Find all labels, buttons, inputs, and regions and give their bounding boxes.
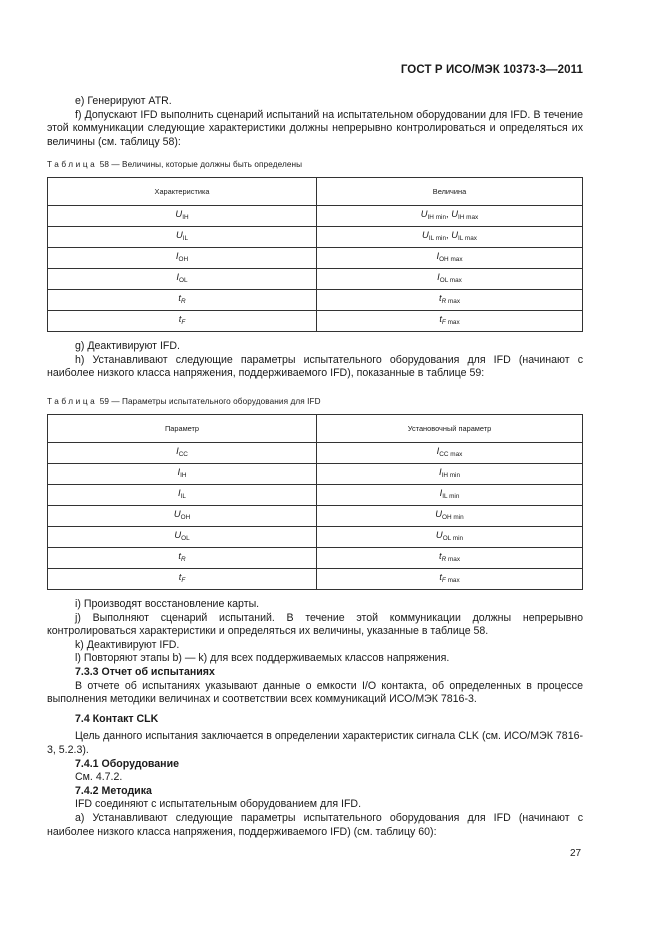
table-row <box>48 311 583 332</box>
report-paragraph: В отчете об испытаниях указывают данные о емкости I/O контакта, об определенных в процессе выполнения методики величинах и соответствии всех коммуникаций ИСО/МЭК 7816-3. <box>47 679 583 706</box>
table-cell: $t_F$ <box>48 311 317 332</box>
table58-header-row <box>48 178 583 206</box>
table58-caption <box>47 159 583 170</box>
table58 <box>47 177 583 332</box>
table-cell: $U_{OH min}$ <box>317 506 583 527</box>
step-g: g) Деактивируют IFD. <box>75 340 180 352</box>
table-cell: $I_{OH max}$ <box>317 248 583 269</box>
step-k: k) Деактивируют IFD. <box>75 638 180 651</box>
table-cell: $U_{IH min}$, $U_{IH max}$ <box>317 206 583 227</box>
table59-caption-prefix: Таблица <box>47 397 98 406</box>
table-cell: $I_{CC}$ <box>48 443 317 464</box>
table-cell: $t_F$ $_{max}$ <box>317 569 583 590</box>
table59-header-parameter: Параметр <box>48 415 317 443</box>
block-intro <box>47 95 583 149</box>
table-cell: $U_{OL}$ <box>48 527 317 548</box>
table-row <box>48 464 583 485</box>
table-cell: $t_F$ <box>48 569 317 590</box>
table-cell: $t_F$ $_{max}$ <box>317 311 583 332</box>
table59-header-setting: Установочный параметр <box>317 415 583 443</box>
table59-caption-text: 59 — Параметры испытательного оборудования для IFD <box>99 397 321 406</box>
table-cell: $I_{IL}$ <box>48 485 317 506</box>
table-row <box>48 506 583 527</box>
step-l: l) Повторяют этапы b) — k) для всех поддерживаемых классов напряжения. <box>75 652 450 665</box>
block-middle <box>47 340 583 381</box>
table-cell: $t_R$ <box>48 290 317 311</box>
table59 <box>47 414 583 590</box>
section-7-4-heading: 7.4 Контакт CLK <box>75 712 159 725</box>
table-cell: $U_{OH}$ <box>48 506 317 527</box>
table58-wrapper <box>47 177 583 332</box>
table-row <box>48 248 583 269</box>
table-cell: $I_{OH}$ <box>48 248 317 269</box>
table-row <box>48 269 583 290</box>
table59-wrapper <box>47 414 583 590</box>
table-row <box>48 548 583 569</box>
see-paragraph: См. 4.7.2. <box>75 771 123 784</box>
table-cell: $t_R$ <box>48 548 317 569</box>
table59-header-row <box>48 415 583 443</box>
document-header: ГОСТ Р ИСО/МЭК 10373-3—2011 <box>400 64 583 76</box>
table-row <box>48 485 583 506</box>
table-cell: $I_{IH min}$ <box>317 464 583 485</box>
table-cell: $U_{IL min}$, $U_{IL max}$ <box>317 227 583 248</box>
table-cell: $U_{IH}$ <box>48 206 317 227</box>
table-cell: $t_R$ $_{max}$ <box>317 548 583 569</box>
table-cell: $t_R$ $_{max}$ <box>317 290 583 311</box>
table58-caption-text: 58 — Величины, которые должны быть определены <box>99 160 303 169</box>
table-cell: $I_{OL max}$ <box>317 269 583 290</box>
step-i: i) Производят восстановление карты. <box>75 598 260 610</box>
table58-header-value: Величина <box>317 178 583 206</box>
table-cell: $U_{OL min}$ <box>317 527 583 548</box>
page-number: 27 <box>570 848 582 859</box>
table-row <box>48 443 583 464</box>
step-h: h) Устанавливают следующие параметры испытательного оборудования для IFD (начинают с наиболее низкого класса напряжения, поддерживаемого IFD), показанные в таблице 59: <box>47 353 583 380</box>
table-row <box>48 206 583 227</box>
table-cell: $I_{IH}$ <box>48 464 317 485</box>
table-cell: $U_{IL}$ <box>48 227 317 248</box>
table-cell: $I_{IL min}$ <box>317 485 583 506</box>
section-7-3-3-heading: 7.3.3 Отчет об испытаниях <box>75 665 215 678</box>
table-cell: $I_{CC max}$ <box>317 443 583 464</box>
table-row <box>48 527 583 548</box>
step-a: a) Устанавливают следующие параметры испытательного оборудования для IFD (начинают с наиболее низкого класса напряжения, поддерживаемого IFD) (см. таблицу 60): <box>47 811 583 838</box>
section-7-4-2-heading: 7.4.2 Методика <box>75 784 152 797</box>
block-final <box>47 598 583 839</box>
step-f: f) Допускают IFD выполнить сценарий испытаний на испытательном оборудовании для IFD. В течение этой коммуникации следующие характеристики должны непрерывно контролироваться и определяться их величины (см. таблицу 58): <box>47 108 583 148</box>
step-j: j) Выполняют сценарий испытаний. В течение этой коммуникации должны непрерывно контролироваться характеристики и определяться их величины, указанные в таблице 58. <box>47 611 583 638</box>
step-e: e) Генерируют ATR. <box>75 95 172 107</box>
ifd-paragraph: IFD соединяют с испытательным оборудованием для IFD. <box>75 798 362 811</box>
table-row <box>48 569 583 590</box>
table58-header-characteristic: Характеристика <box>48 178 317 206</box>
goal-paragraph: Цель данного испытания заключается в определении характеристик сигнала CLK (см. ИСО/МЭК 7816-3, 5.2.3). <box>47 730 583 756</box>
table-row <box>48 227 583 248</box>
table-row <box>48 290 583 311</box>
table58-caption-prefix: Таблица <box>47 160 98 169</box>
section-7-4-1-heading: 7.4.1 Оборудование <box>75 757 179 770</box>
table59-caption <box>47 396 583 407</box>
table-cell: $I_{OL}$ <box>48 269 317 290</box>
